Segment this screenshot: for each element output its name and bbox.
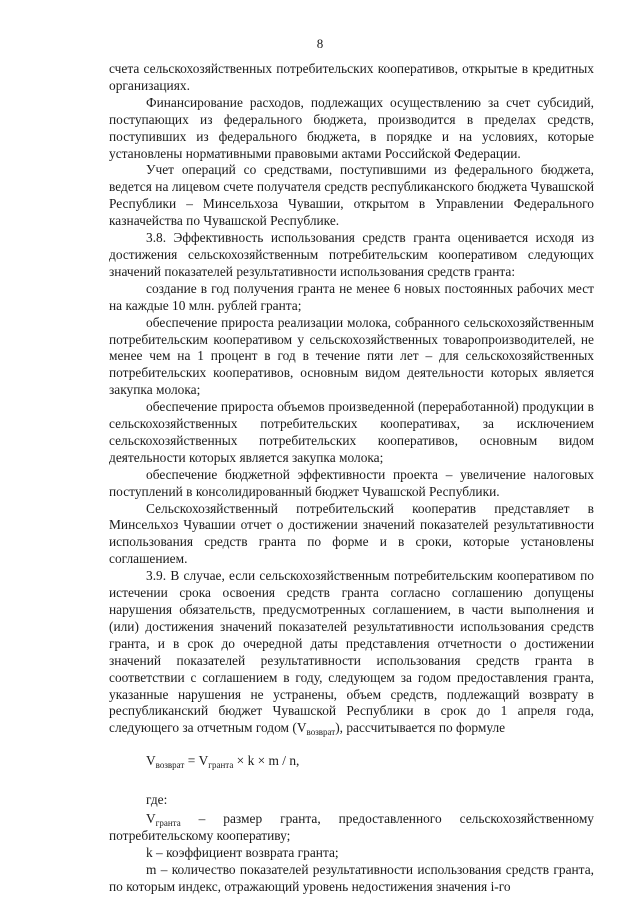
formula-var: V — [146, 753, 156, 769]
paragraph-text: 3.9. В случае, если сельскохозяйственным потребительским кооперативом по истечении срока освоения средств гранта согласно соглашению допущены нарушения обязательств, предусмотренных соглашением, в части выполнения и (или) достижения значений показателей результативности использования средств гранта, и в срок до очередной даты представления отчетности о достижении значений показателей результативности использования средств гранта в соответствии с соглашением в году, следующем за годом предоставления гранта, указанные нарушения не устранены, объем средств, подлежащий возврату в республиканский бюджет Чувашской Республики в срок до 1 апреля года, следующего за отчетным годом (V — [109, 568, 594, 736]
paragraph: счета сельскохозяйственных потребительских кооперативов, открытые в кредитных организациях. — [109, 61, 594, 93]
paragraph: 3.8. Эффективность использования средств гранта оценивается исходя из достижения сельскохозяйственным потребительским кооперативом следующих значений показателей результативности использования средств гранта: — [109, 230, 594, 279]
paragraph-tail: ), рассчитывается по формуле — [335, 720, 506, 736]
definition-sub: гранта — [155, 818, 181, 829]
paragraph: обеспечение прироста объемов произведенной (переработанной) продукции в сельскохозяйственных потребительских кооперативах, за исключением сельскохозяйственных потребительских кооперативов, основным видом деятельности которых является закупка молока; — [109, 399, 594, 465]
paragraph: создание в год получения гранта не менее 6 новых постоянных рабочих мест на каждые 10 млн. рублей гранта; — [109, 280, 594, 313]
paragraph: обеспечение бюджетной эффективности проекта – увеличение налоговых поступлений в консолидированный бюджет Чувашской Республики. — [109, 466, 594, 499]
paragraph — [109, 568, 594, 737]
definition — [109, 811, 594, 845]
formula-tail: × k × m / n, — [233, 753, 300, 769]
formula — [146, 753, 594, 770]
formula-sub: гранта — [208, 760, 234, 771]
formula-sub: возврат — [155, 760, 185, 771]
definition: m – количество показателей результативности использования средств гранта, по которым индекс, отражающий уровень недостижения значения i-го — [109, 861, 594, 894]
definition: k – коэффициент возврата гранта; — [146, 844, 339, 860]
definition-text: – размер гранта, предоставленного сельскохозяйственному потребительскому кооперативу; — [109, 811, 594, 843]
paragraph: Сельскохозяйственный потребительский кооператив представляет в Минсельхоз Чувашии отчет о достижении значений показателей результативности использования средств гранта по форме и в сроки, которые установлены соглашением. — [109, 500, 594, 567]
page-number: 8 — [316, 36, 324, 51]
subscript: возврат — [306, 727, 336, 738]
document-body — [109, 61, 594, 896]
paragraph: Финансирование расходов, подлежащих осуществлению за счет субсидий, поступающих из федерального бюджета, производится в пределах средств, поступивших из федерального бюджета, в порядке и на условиях, которые установлены нормативными правовыми актами Российской Федерации. — [109, 94, 594, 161]
paragraph: Учет операций со средствами, поступившими из федерального бюджета, ведется на лицевом счете получателя средств республиканского бюджета Чувашской Республики – Минсельхоза Чувашии, открытом в Управлении Федерального казначейства по Чувашской Республике. — [109, 162, 594, 229]
paragraph: обеспечение прироста реализации молока, собранного сельскохозяйственным потребительским кооперативом у сельскохозяйственных товаропроизводителей, не менее чем на 1 процент в год в течение пяти лет – для сельскохозяйственных потребительских кооперативов, основным видом деятельности которых является закупка молока; — [109, 314, 594, 398]
where-label: где: — [146, 792, 168, 808]
definition-var: V — [146, 811, 156, 827]
formula-mid: = V — [184, 753, 209, 769]
